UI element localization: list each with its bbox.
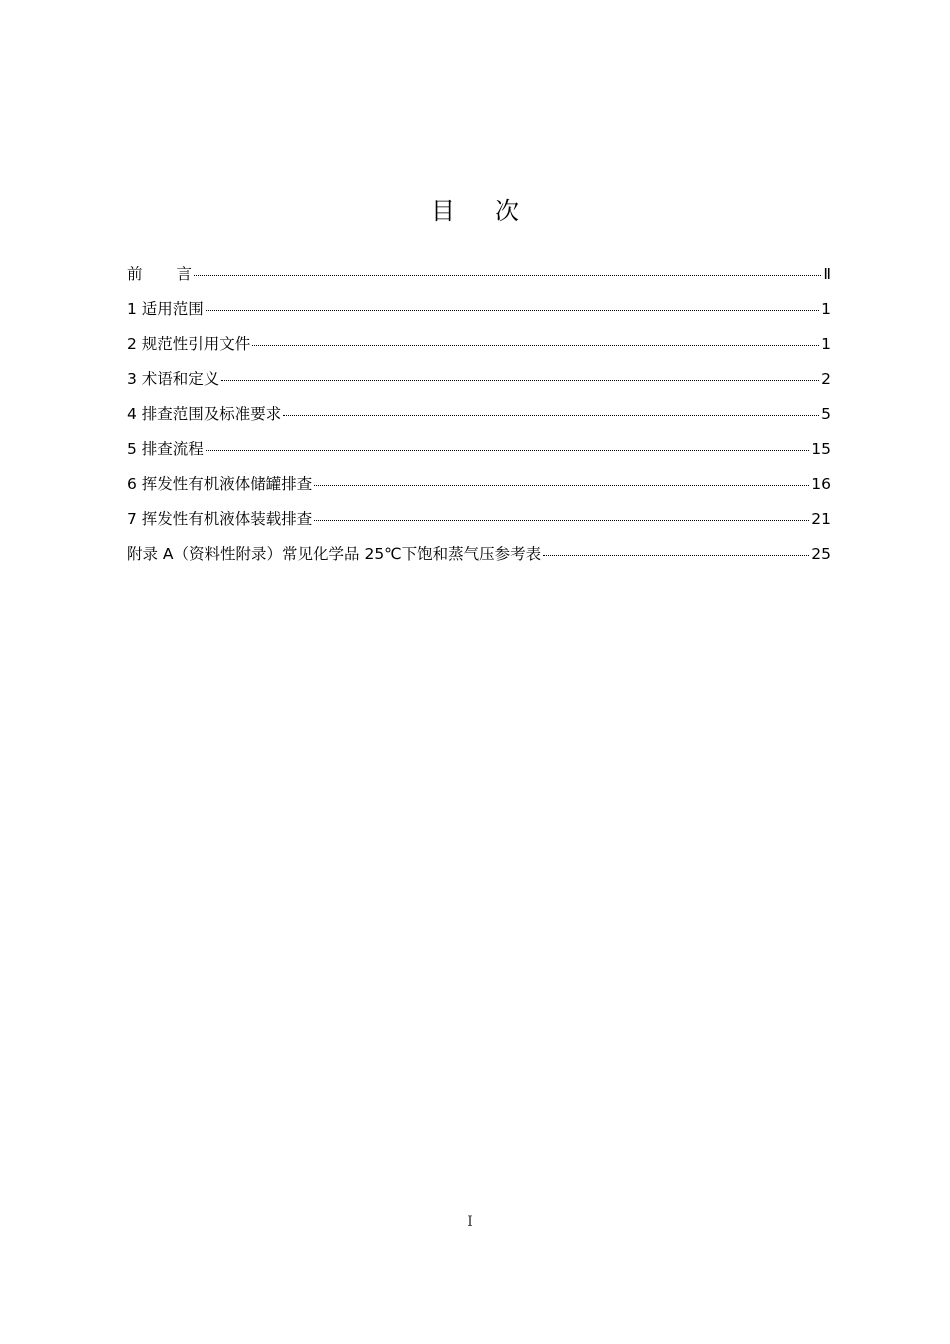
dot-leader [314,520,809,521]
dot-leader [252,345,819,346]
toc-title [0,195,950,227]
toc-title-second-char: 次 [495,197,519,225]
toc-entry-terms[interactable] [127,367,831,402]
toc-entry-inspection-scope[interactable] [127,402,831,437]
toc-entry-page: 5 [821,405,831,423]
toc-entry-label: 附录 A（资料性附录）常见化学品 25℃下饱和蒸气压参考表 [127,545,542,563]
toc-entry-page: 1 [821,300,831,318]
toc-entry-tank-inspection[interactable] [127,472,831,507]
toc-entry-page: 25 [811,545,831,563]
dot-leader [194,275,821,276]
toc-entry-page: 1 [821,335,831,353]
toc-entry-page: 15 [811,440,831,458]
dot-leader [543,555,809,556]
toc-entry-inspection-process[interactable] [127,437,831,472]
toc-list [127,262,831,577]
toc-entry-preface[interactable] [127,262,831,297]
dot-leader [314,485,809,486]
toc-entry-normative-references[interactable] [127,332,831,367]
toc-entry-page: Ⅱ [823,265,831,283]
dot-leader [206,310,819,311]
toc-entry-appendix-a[interactable] [127,542,831,577]
toc-entry-label: 5 排查流程 [127,440,204,458]
toc-entry-label: 7 挥发性有机液体装载排查 [127,510,313,528]
toc-entry-label: 4 排查范围及标准要求 [127,405,282,423]
toc-entry-label: 前 言 [127,265,193,283]
page-number: I [467,1214,473,1230]
toc-entry-label: 6 挥发性有机液体储罐排查 [127,475,313,493]
toc-entry-loading-inspection[interactable] [127,507,831,542]
dot-leader [221,380,819,381]
dot-leader [283,415,819,416]
toc-entry-label: 1 适用范围 [127,300,204,318]
toc-entry-page: 2 [821,370,831,388]
toc-entry-label: 3 术语和定义 [127,370,220,388]
dot-leader [206,450,809,451]
toc-entry-scope[interactable] [127,297,831,332]
toc-entry-label: 2 规范性引用文件 [127,335,251,353]
toc-entry-page: 16 [811,475,831,493]
toc-title-first-char: 目 [431,197,455,225]
toc-entry-page: 21 [811,510,831,528]
